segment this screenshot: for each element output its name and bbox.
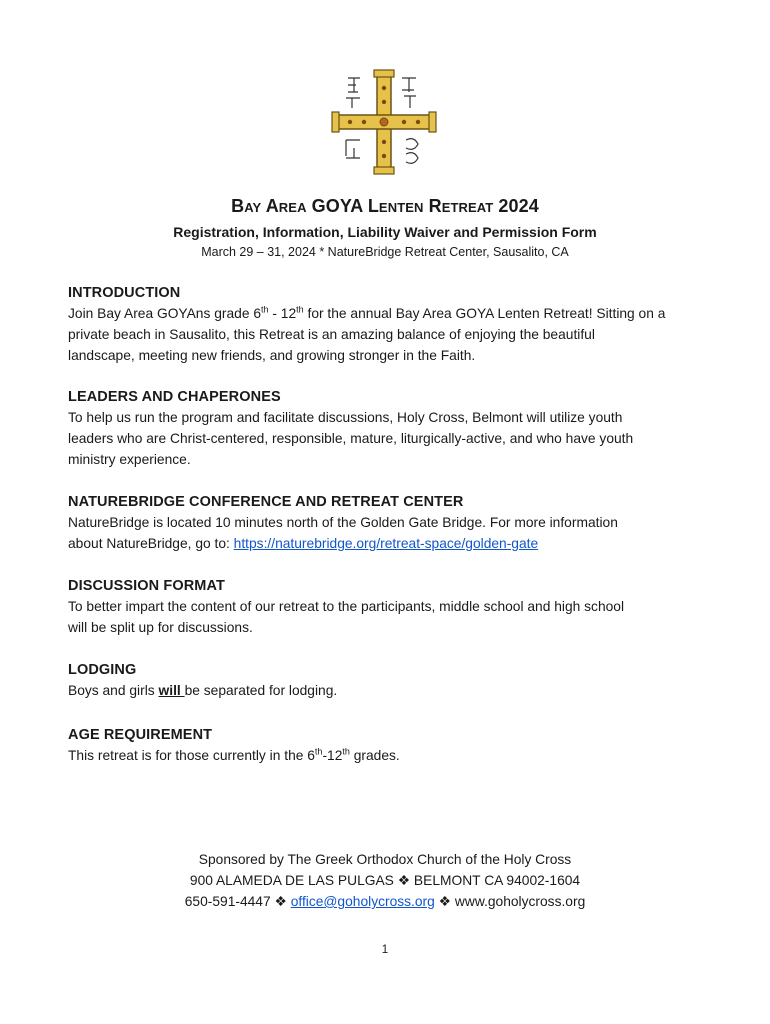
- text-run: be separated for lodging.: [184, 683, 338, 698]
- text-run: - 12: [268, 306, 297, 321]
- text-line: will be split up for discussions.: [68, 620, 253, 635]
- address-line: 900 ALAMEDA DE LAS PULGAS ❖ BELMONT CA 94002-1604: [189, 873, 581, 888]
- text-line: landscape, meeting new friends, and growing stronger in the Faith.: [68, 348, 476, 363]
- text-run: Boys and girls: [68, 683, 159, 698]
- section-heading: DISCUSSION FORMAT: [68, 578, 225, 594]
- page-title: Bay Area GOYA Lenten Retreat 2024: [231, 196, 539, 216]
- superscript: th: [296, 304, 304, 315]
- email-link[interactable]: office@goholycross.org: [290, 894, 435, 909]
- phone-number: 650-591-4447: [184, 894, 271, 909]
- section-heading: INTRODUCTION: [68, 285, 181, 301]
- section-body: [68, 745, 708, 766]
- section-naturebridge: [68, 492, 708, 554]
- section-lodging: [68, 660, 708, 701]
- orthodox-cross-icon: [330, 68, 438, 176]
- emphasis-text: will: [158, 683, 185, 698]
- separator: ❖: [434, 894, 455, 909]
- text-run: Join Bay Area GOYAns grade 6: [68, 306, 262, 321]
- text-run: This retreat is for those currently in the 6: [68, 748, 315, 763]
- section-heading: LEADERS AND CHAPERONES: [68, 389, 281, 405]
- sponsor-line: Sponsored by The Greek Orthodox Church of the Holy Cross: [198, 852, 572, 867]
- section-heading: LODGING: [68, 662, 137, 678]
- section-body: [68, 596, 708, 638]
- section-body: [68, 303, 708, 366]
- text-run: about NatureBridge, go to:: [68, 536, 234, 551]
- separator: ❖: [270, 894, 291, 909]
- text-run: grades.: [349, 748, 400, 763]
- text-run: for the annual Bay Area GOYA Lenten Retreat! Sitting on a: [303, 306, 666, 321]
- section-heading: NATUREBRIDGE CONFERENCE AND RETREAT CENTER: [68, 494, 464, 510]
- section-discussion: [68, 576, 708, 638]
- page-subtitle: Registration, Information, Liability Waiver and Permission Form: [173, 224, 597, 240]
- event-dateline: March 29 – 31, 2024 * NatureBridge Retreat Center, Sausalito, CA: [201, 245, 569, 259]
- text-line: ministry experience.: [68, 452, 191, 467]
- text-run: -12: [322, 748, 343, 763]
- section-age: [68, 725, 708, 766]
- text-line: To help us run the program and facilitate discussions, Holy Cross, Belmont will utilize youth: [68, 410, 623, 425]
- page-number: 1: [381, 944, 389, 956]
- superscript: th: [261, 304, 269, 315]
- sponsor-footer: [0, 849, 770, 912]
- text-line: To better impart the content of our retreat to the participants, middle school and high school: [68, 599, 625, 614]
- text-line: leaders who are Christ-centered, responsible, mature, liturgically-active, and who have youth: [68, 431, 634, 446]
- section-introduction: [68, 283, 708, 366]
- section-body: [68, 680, 708, 701]
- section-leaders: [68, 387, 708, 470]
- text-line: NatureBridge is located 10 minutes north of the Golden Gate Bridge. For more information: [68, 515, 618, 530]
- section-body: [68, 512, 708, 554]
- section-body: [68, 407, 708, 470]
- contact-line: [0, 891, 770, 912]
- text-line: private beach in Sausalito, this Retreat is an amazing balance of enjoying the beautiful: [68, 327, 595, 342]
- section-heading: AGE REQUIREMENT: [68, 727, 213, 743]
- naturebridge-link[interactable]: https://naturebridge.org/retreat-space/golden-gate: [233, 536, 539, 551]
- superscript: th: [314, 746, 323, 757]
- website-text: www.goholycross.org: [454, 894, 586, 909]
- superscript: th: [342, 746, 350, 757]
